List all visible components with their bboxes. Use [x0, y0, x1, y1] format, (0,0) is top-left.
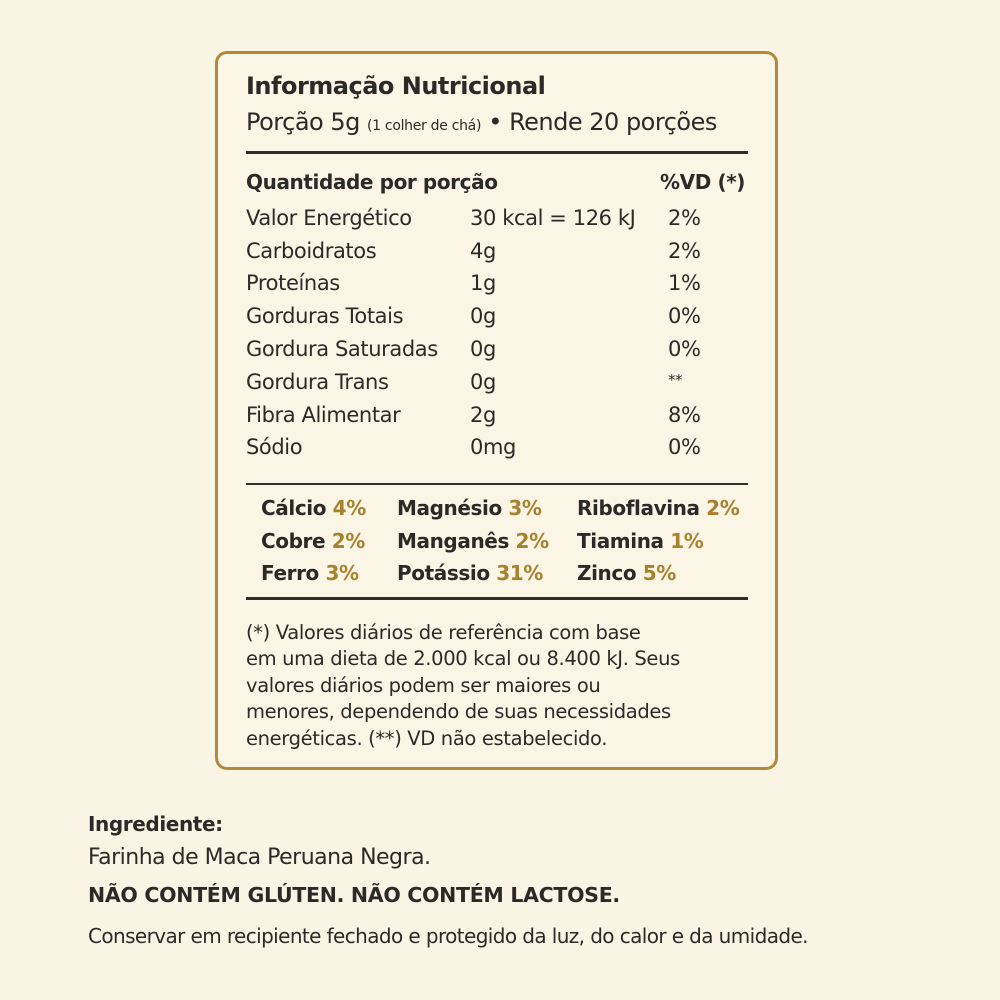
nutrient-row — [246, 435, 748, 467]
nutrient-name: Gordura Trans — [246, 370, 389, 394]
serving-measure: (1 colher de chá) — [367, 118, 482, 134]
mineral-name: Magnésio — [397, 496, 502, 520]
servings-per-package: • Rende 20 porções — [488, 108, 717, 136]
top-divider — [246, 151, 748, 154]
nutrient-amount: 30 kcal = 126 kJ — [470, 206, 636, 230]
mineral-name: Ferro — [261, 561, 319, 585]
mineral-pct: 31% — [496, 561, 543, 585]
middle-divider — [246, 483, 748, 485]
nutrient-amount: 0g — [470, 370, 496, 394]
nutrient-name: Fibra Alimentar — [246, 403, 401, 427]
nutrient-amount: 2g — [470, 403, 496, 427]
serving-size: Porção 5g — [246, 108, 360, 136]
mineral-name: Zinco — [577, 561, 637, 585]
nutrient-row — [246, 239, 748, 271]
nutrient-vd: 0% — [668, 304, 701, 328]
ingredients-title: Ingrediente: — [88, 812, 223, 836]
nutrient-vd: 2% — [668, 206, 701, 230]
footnote-line: valores diários podem ser maiores ou — [246, 673, 601, 697]
storage-instructions: Conservar em recipiente fechado e protegido da luz, do calor e da umidade. — [88, 924, 808, 948]
mineral-pct: 3% — [325, 561, 359, 585]
mineral-pct: 5% — [642, 561, 676, 585]
nutrition-title: Informação Nutricional — [246, 72, 546, 100]
mineral-name: Riboflavina — [577, 496, 700, 520]
mineral-item — [397, 561, 543, 585]
header-vd: %VD (*) — [660, 170, 746, 194]
serving-info — [246, 108, 717, 136]
mineral-item — [261, 561, 359, 585]
nutrient-name: Valor Energético — [246, 206, 412, 230]
nutrient-row — [246, 304, 748, 336]
mineral-pct: 4% — [332, 496, 366, 520]
mineral-name: Cobre — [261, 529, 326, 553]
footnote-line: em uma dieta de 2.000 kcal ou 8.400 kJ. Seus — [246, 647, 680, 671]
footnote-line: (*) Valores diários de referência com base — [246, 621, 641, 644]
mineral-item — [577, 561, 676, 585]
mineral-name: Cálcio — [261, 496, 327, 520]
bottom-divider — [246, 597, 748, 600]
mineral-name: Potássio — [397, 561, 490, 585]
mineral-pct: 2% — [706, 496, 740, 520]
nutrient-vd: 0% — [668, 337, 701, 361]
footnote-line: energéticas. (**) VD não estabelecido. — [246, 726, 608, 750]
nutrient-name: Carboidratos — [246, 239, 377, 263]
nutrient-amount: 0g — [470, 304, 496, 328]
nutrient-vd: 2% — [668, 239, 701, 263]
mineral-pct: 3% — [508, 496, 542, 520]
nutrient-name: Sódio — [246, 435, 303, 459]
mineral-pct: 2% — [515, 529, 549, 553]
nutrient-amount: 4g — [470, 239, 496, 263]
mineral-pct: 1% — [670, 529, 704, 553]
nutrient-name: Proteínas — [246, 271, 340, 295]
mineral-item — [261, 529, 365, 553]
nutrient-row — [246, 271, 748, 303]
mineral-item — [577, 496, 739, 520]
nutrient-amount: 0g — [470, 337, 496, 361]
mineral-item — [261, 496, 366, 520]
nutrient-vd: 1% — [668, 271, 701, 295]
mineral-item — [397, 529, 549, 553]
header-quantity: Quantidade por porção — [246, 170, 498, 194]
nutrient-row — [246, 403, 748, 435]
footnote-line: menores, dependendo de suas necessidades — [246, 700, 671, 724]
nutrient-amount: 1g — [470, 271, 496, 295]
nutrient-amount: 0mg — [470, 435, 516, 459]
mineral-item — [397, 496, 542, 520]
nutrient-row — [246, 337, 748, 369]
allergen-warning: NÃO CONTÉM GLÚTEN. NÃO CONTÉM LACTOSE. — [88, 883, 620, 907]
ingredients-text: Farinha de Maca Peruana Negra. — [88, 845, 431, 870]
mineral-item — [577, 529, 703, 553]
mineral-name: Manganês — [397, 529, 509, 553]
nutrient-vd: 8% — [668, 403, 701, 427]
nutrient-row — [246, 370, 748, 402]
nutrient-name: Gorduras Totais — [246, 304, 404, 328]
mineral-pct: 2% — [331, 529, 365, 553]
mineral-name: Tiamina — [577, 529, 664, 553]
footnote — [246, 620, 756, 752]
nutrient-vd: ** — [668, 371, 683, 389]
nutrient-vd: 0% — [668, 435, 701, 459]
nutrient-row — [246, 206, 748, 238]
nutrient-name: Gordura Saturadas — [246, 337, 438, 361]
